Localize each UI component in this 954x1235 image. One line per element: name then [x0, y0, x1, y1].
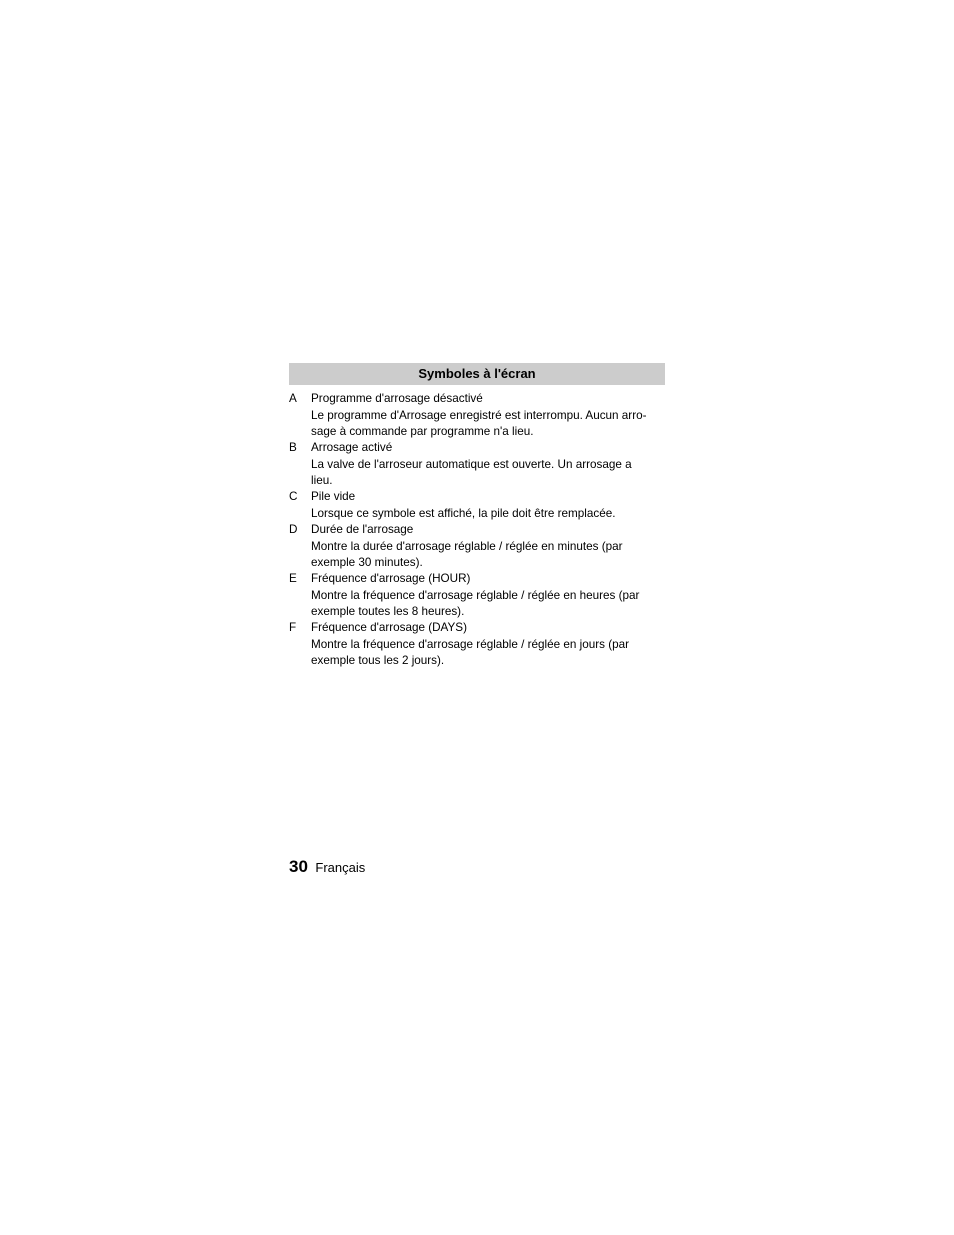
symbols-section	[289, 363, 665, 669]
symbol-title: Pile vide	[311, 490, 356, 503]
symbol-list	[289, 391, 665, 669]
symbol-title: Fréquence d'arrosage (DAYS)	[311, 621, 467, 634]
symbol-item	[289, 489, 665, 522]
symbol-item	[289, 522, 665, 571]
symbol-letter: F	[289, 621, 297, 634]
symbol-description: Montre la durée d'arrosage réglable / réglée en minutes (par exemple 30 minutes).	[311, 540, 623, 569]
symbol-letter: C	[289, 490, 298, 503]
symbol-title: Arrosage activé	[311, 441, 393, 454]
symbol-title: Durée de l'arrosage	[311, 523, 414, 536]
symbol-item	[289, 440, 665, 489]
symbol-item	[289, 620, 665, 669]
symbol-item	[289, 391, 665, 440]
symbol-description: Lorsque ce symbole est affiché, la pile doit être remplacée.	[311, 507, 616, 520]
symbol-description: Le programme d'Arrosage enregistré est interrompu. Aucun arro- sage à commande par programme n'a lieu.	[311, 409, 647, 438]
symbol-description: Montre la fréquence d'arrosage réglable / réglée en jours (par exemple tous les 2 jours).	[311, 638, 629, 667]
symbol-letter: A	[289, 392, 297, 405]
footer-language: Français	[315, 860, 366, 875]
symbol-title: Fréquence d'arrosage (HOUR)	[311, 572, 471, 585]
symbol-letter: E	[289, 572, 297, 585]
page-footer	[289, 857, 365, 877]
symbol-title: Programme d'arrosage désactivé	[311, 392, 483, 405]
symbol-letter: D	[289, 523, 298, 536]
symbol-letter: B	[289, 441, 297, 454]
symbol-item	[289, 571, 665, 620]
symbol-description: Montre la fréquence d'arrosage réglable / réglée en heures (par exemple toutes les 8 heures).	[311, 589, 640, 618]
symbol-description: La valve de l'arroseur automatique est ouverte. Un arrosage a lieu.	[311, 458, 632, 487]
page-number: 30	[289, 857, 308, 876]
section-title: Symboles à l'écran	[289, 363, 665, 385]
